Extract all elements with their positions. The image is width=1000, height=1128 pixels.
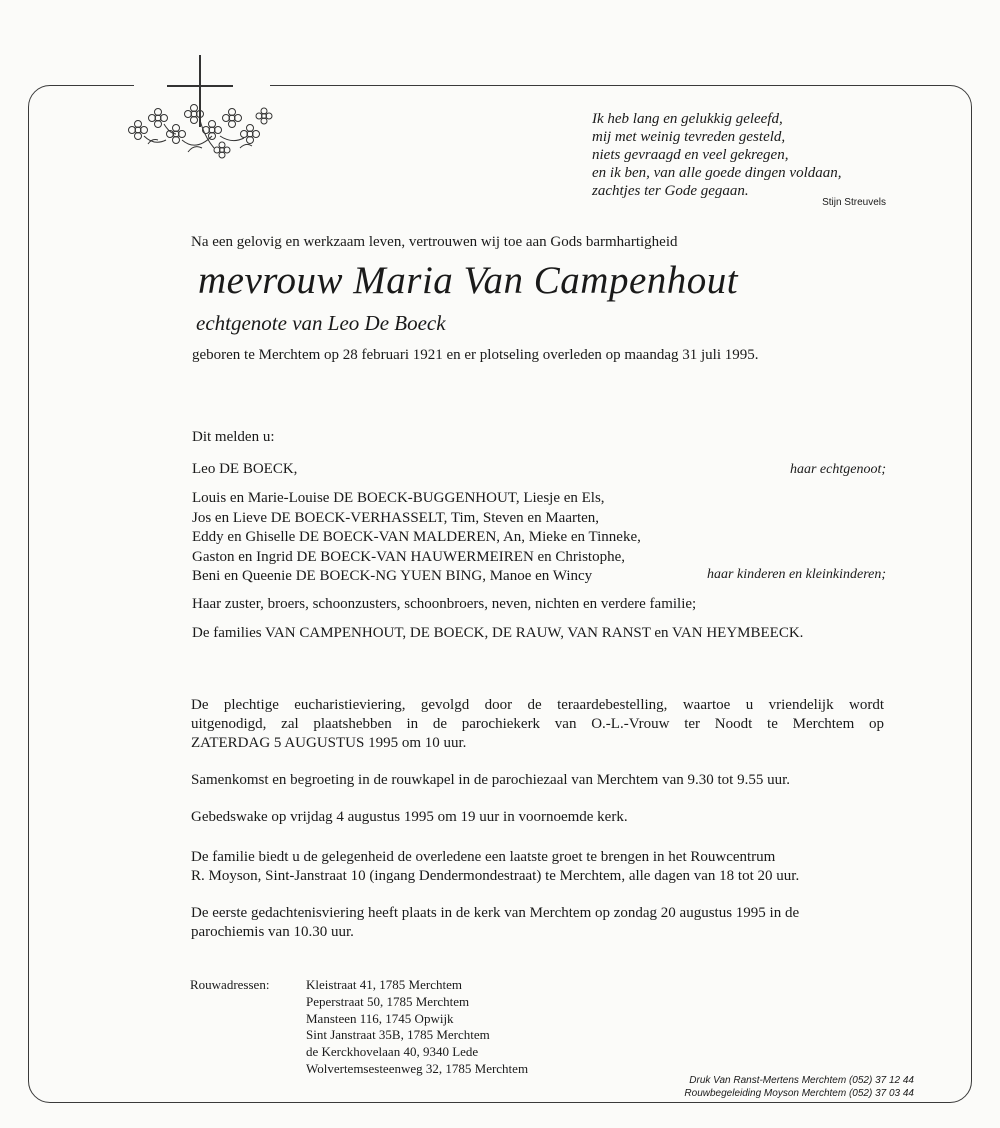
memorial-paragraph <box>191 904 884 942</box>
children-role: haar kinderen en kleinkinderen; <box>707 567 886 582</box>
poem-line: zachtjes ter Gode gegaan. <box>592 183 749 199</box>
poem-line: mij met weinig tevreden gesteld, <box>592 129 786 145</box>
poem-line: Ik heb lang en gelukkig geleefd, <box>592 111 783 127</box>
paragraph-line: De plechtige eucharistieviering, gevolgd door de teraardebestelling, waartoe u vriendelijk wordt <box>191 697 884 713</box>
paragraph-line: uitgenodigd, zal plaatshebben in de parochiekerk van O.-L.-Vrouw ter Noodt te Merchtem op <box>191 716 884 732</box>
gathering-text: Samenkomst en begroeting in de rouwkapel in de parochiezaal van Merchtem van 9.30 tot 9.55 uur. <box>191 772 790 788</box>
address-line: de Kerckhovelaan 40, 9340 Lede <box>306 1044 479 1060</box>
address-line: Peperstraat 50, 1785 Merchtem <box>306 993 470 1009</box>
life-dates: geboren te Merchtem op 28 februari 1921 en er plotseling overleden op maandag 31 juli 1995. <box>192 347 759 363</box>
printer-line: Druk Van Ranst-Mertens Merchtem (052) 37 12 44 <box>689 1075 914 1086</box>
addresses-label: Rouwadressen: <box>190 977 270 992</box>
vigil-text: Gebedswake op vrijdag 4 augustus 1995 om 19 uur in voornoemde kerk. <box>191 809 628 825</box>
address-line: Wolvertemsesteenweg 32, 1785 Merchtem <box>306 1060 529 1076</box>
paragraph-line: R. Moyson, Sint-Janstraat 10 (ingang Dendermondestraat) te Merchtem, alle dagen van 18 tot 20 uur. <box>191 868 800 884</box>
families-text: De families VAN CAMPENHOUT, DE BOECK, DE RAUW, VAN RANST en VAN HEYMBEECK. <box>192 625 804 641</box>
paragraph-line: parochiemis van 10.30 uur. <box>191 924 354 940</box>
husband-role: haar echtgenoot; <box>789 462 886 477</box>
poem <box>592 110 842 200</box>
ceremony-paragraph <box>191 696 884 753</box>
husband-name: Leo DE BOECK, <box>192 461 298 477</box>
intro-text: Na een gelovig en werkzaam leven, vertrouwen wij toe aan Gods barmhartigheid <box>191 234 678 250</box>
children-list <box>192 489 641 587</box>
address-line: Sint Janstraat 35B, 1785 Merchtem <box>306 1027 490 1043</box>
list-item: Louis en Marie-Louise DE BOECK-BUGGENHOUT, Liesje en Els, <box>192 490 605 506</box>
relatives-text: Haar zuster, broers, schoonzusters, schoonbroers, neven, nichten en verdere familie; <box>192 596 697 612</box>
addresses-list <box>306 977 528 1078</box>
poem-line: niets gevraagd en veel gekregen, <box>592 147 789 163</box>
paragraph-line: De eerste gedachtenisviering heeft plaats in de kerk van Merchtem op zondag 20 augustus 1995 in de <box>191 905 800 921</box>
address-line: Kleistraat 41, 1785 Merchtem <box>306 977 462 992</box>
paragraph-line: ZATERDAG 5 AUGUSTUS 1995 om 10 uur. <box>191 735 467 751</box>
poem-author: Stijn Streuvels <box>822 197 886 208</box>
printer-info <box>684 1074 914 1100</box>
cross-icon-bar <box>167 85 233 87</box>
deceased-spouse: echtgenote van Leo De Boeck <box>196 311 446 335</box>
flowers-icon <box>124 100 276 170</box>
paragraph-line: De familie biedt u de gelegenheid de overledene een laatste groet te brengen in het Rouwcentrum <box>191 849 776 865</box>
list-item: Jos en Lieve DE BOECK-VERHASSELT, Tim, Steven en Maarten, <box>192 509 600 526</box>
printer-line: Rouwbegeleiding Moyson Merchtem (052) 37 03 44 <box>684 1088 914 1099</box>
announce-text: Dit melden u: <box>192 429 275 445</box>
address-line: Mansteen 116, 1745 Opwijk <box>306 1010 454 1026</box>
deceased-name: mevrouw Maria Van Campenhout <box>198 259 739 302</box>
list-item: Beni en Queenie DE BOECK-NG YUEN BING, Manoe en Wincy <box>192 568 593 584</box>
list-item: Eddy en Ghiselle DE BOECK-VAN MALDEREN, An, Mieke en Tinneke, <box>192 529 641 545</box>
poem-line: en ik ben, van alle goede dingen voldaan, <box>592 165 842 181</box>
list-item: Gaston en Ingrid DE BOECK-VAN HAUWERMEIREN en Christophe, <box>192 548 626 565</box>
farewell-paragraph <box>191 848 884 886</box>
